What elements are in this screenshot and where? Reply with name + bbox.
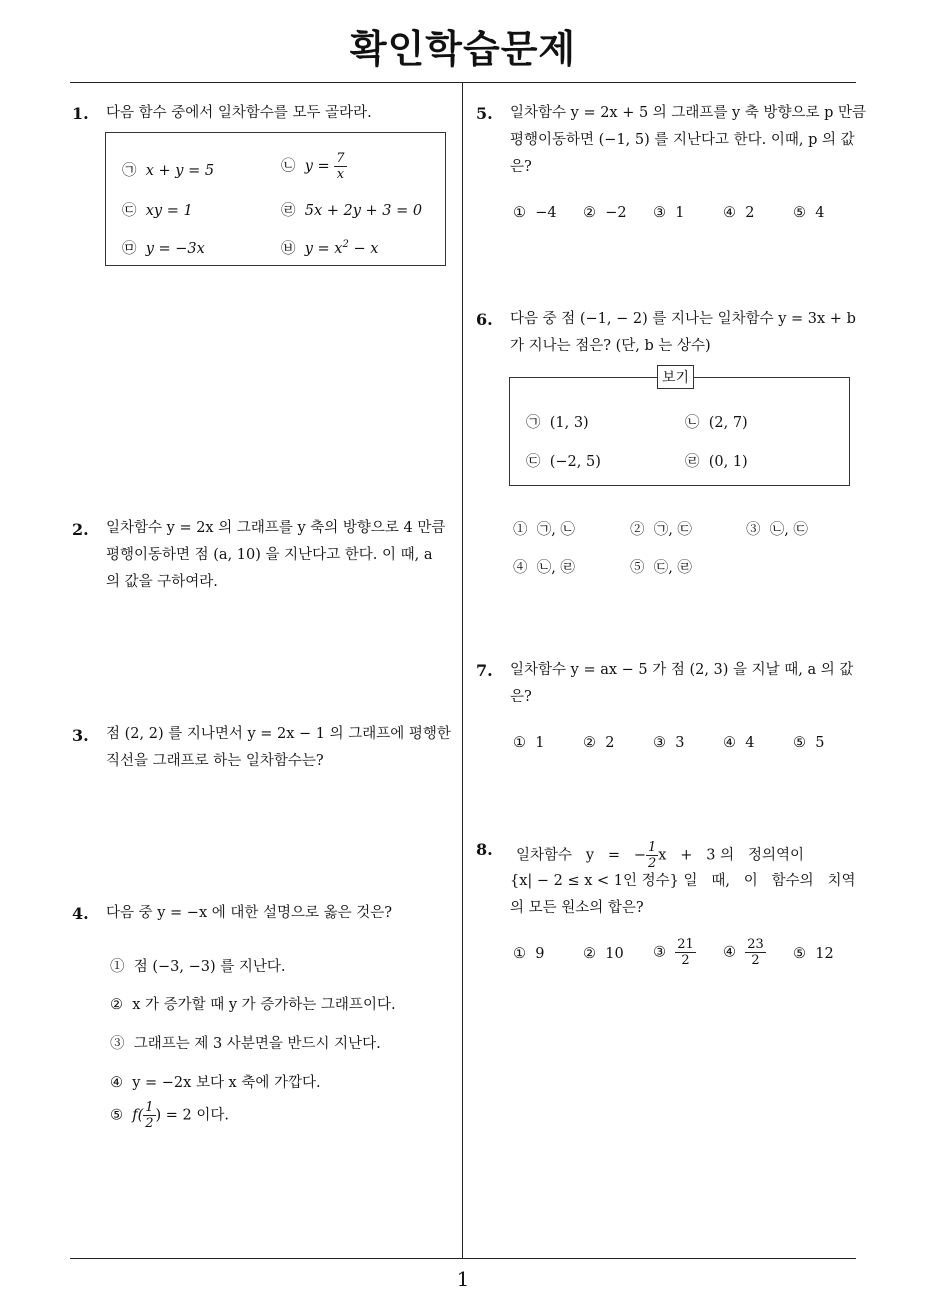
question-number: 4. xyxy=(72,904,89,923)
answer-option[interactable]: ① 9 xyxy=(513,946,545,962)
answer-option[interactable]: ⑤ 12 xyxy=(793,946,834,962)
box-item: ㉣ 5x + 2y + 3 = 0 xyxy=(281,203,423,219)
answer-option[interactable]: ⑤ 4 xyxy=(793,205,825,221)
top-rule xyxy=(70,82,856,83)
answer-option[interactable]: ④ y = −2x 보다 x 축에 가깝다. xyxy=(110,1075,321,1091)
question-number: 6. xyxy=(476,310,493,329)
fraction: $\frac{1}{2}$ xyxy=(145,1100,154,1131)
question-stem: 다음 중 y = −x 에 대한 설명으로 옳은 것은? xyxy=(106,905,393,921)
answer-option[interactable]: ⑤ ㉢, ㉣ xyxy=(630,560,692,576)
answer-option[interactable]: ⑤ f( $\frac{1}{2}$ ) = 2 이다. xyxy=(110,1100,230,1131)
bottom-rule xyxy=(70,1258,856,1259)
fraction: $\frac{21}{2}$ xyxy=(677,937,694,968)
page-title: 확인학습문제 xyxy=(349,27,577,71)
answer-option[interactable]: ③ 3 xyxy=(653,735,685,751)
question-number: 5. xyxy=(476,104,493,123)
example-box-label: 보기 xyxy=(657,365,694,389)
question-stem-line: 평행이동하면 (−1, 5) 를 지난다고 한다. 이때, p 의 값 xyxy=(510,132,855,148)
box-item: ㉣ (0, 1) xyxy=(685,454,748,470)
answer-option[interactable]: ② ㉠, ㉢ xyxy=(630,522,692,538)
box-item: ㉡ y = $\frac{7}{x}$ xyxy=(281,151,345,182)
box-item: ㉢ xy = 1 xyxy=(122,203,193,219)
answer-option[interactable]: ④ 2 xyxy=(723,205,755,221)
answer-option[interactable]: ⑤ 5 xyxy=(793,735,825,751)
question-stem-line: 점 (2, 2) 를 지나면서 y = 2x − 1 의 그래프에 평행한 xyxy=(106,726,451,742)
answer-option[interactable]: ② x 가 증가할 때 y 가 증가하는 그래프이다. xyxy=(110,997,396,1013)
answer-option[interactable]: ④ ㉡, ㉣ xyxy=(513,560,575,576)
fraction: $\frac{23}{2}$ xyxy=(747,937,764,968)
question-stem-line: 일차함수 y = 2x 의 그래프를 y 축의 방향으로 4 만큼 xyxy=(106,520,446,536)
box-item: ㉤ y = −3x xyxy=(122,241,205,257)
question-number: 7. xyxy=(476,661,493,680)
answer-option[interactable]: ③ 그래프는 제 3 사분면을 반드시 지난다. xyxy=(110,1036,381,1052)
answer-option[interactable]: ④ $\frac{23}{2}$ xyxy=(723,937,764,968)
fraction: $\frac{1}{2}$ xyxy=(648,840,657,871)
question-stem-line: 다음 중 점 (−1, − 2) 를 지나는 일차함수 y = 3x + b xyxy=(510,311,856,327)
example-box xyxy=(509,377,850,486)
question-stem-line: 의 모든 원소의 합은? xyxy=(510,900,644,916)
answer-option[interactable]: ① 점 (−3, −3) 를 지난다. xyxy=(110,959,286,975)
question-stem-line: 은? xyxy=(510,159,532,175)
question-number: 1. xyxy=(72,104,89,123)
question-stem-line: 의 값을 구하여라. xyxy=(106,574,218,590)
box-item: ㉢ (−2, 5) xyxy=(526,454,601,470)
question-stem-line: 일차함수 y = − $\frac{1}{2}$ x + 3 의 정의역이 xyxy=(516,840,804,871)
question-stem: 다음 함수 중에서 일차함수를 모두 골라라. xyxy=(106,105,372,121)
question-stem-line: 직선을 그래프로 하는 일차함수는? xyxy=(106,753,324,769)
question-stem-line: {x| − 2 ≤ x < 1인 정수} 일 때, 이 함수의 치역 xyxy=(510,873,856,889)
box-item: ㉡ (2, 7) xyxy=(685,415,748,431)
fraction: $\frac{7}{x}$ xyxy=(336,151,345,182)
choice-box xyxy=(105,132,446,266)
answer-option[interactable]: ① 1 xyxy=(513,735,545,751)
page-number: 1 xyxy=(456,1267,470,1291)
answer-option[interactable]: ① ㉠, ㉡ xyxy=(513,522,575,538)
question-number: 3. xyxy=(72,726,89,745)
answer-option[interactable]: ① −4 xyxy=(513,205,557,221)
answer-option[interactable]: ② 10 xyxy=(583,946,624,962)
answer-option[interactable]: ② 2 xyxy=(583,735,615,751)
answer-option[interactable]: ④ 4 xyxy=(723,735,755,751)
answer-option[interactable]: ③ ㉡, ㉢ xyxy=(746,522,808,538)
answer-option[interactable]: ③ $\frac{21}{2}$ xyxy=(653,937,694,968)
question-number: 8. xyxy=(476,840,493,859)
box-item: ㉠ (1, 3) xyxy=(526,415,589,431)
question-stem-line: 평행이동하면 점 (a, 10) 을 지난다고 한다. 이 때, a xyxy=(106,547,433,563)
column-divider xyxy=(462,83,463,1258)
question-number: 2. xyxy=(72,520,89,539)
answer-option[interactable]: ② −2 xyxy=(583,205,627,221)
box-item: ㉥ $y = x^2 - x$ xyxy=(281,239,379,257)
question-stem-line: 가 지나는 점은? (단, b 는 상수) xyxy=(510,338,711,354)
answer-option[interactable]: ③ 1 xyxy=(653,205,685,221)
question-stem-line: 은? xyxy=(510,689,532,705)
box-item: ㉠ x + y = 5 xyxy=(122,163,215,179)
question-stem-line: 일차함수 y = ax − 5 가 점 (2, 3) 을 지날 때, a 의 값 xyxy=(510,662,854,678)
question-stem-line: 일차함수 y = 2x + 5 의 그래프를 y 축 방향으로 p 만큼 xyxy=(510,105,867,121)
